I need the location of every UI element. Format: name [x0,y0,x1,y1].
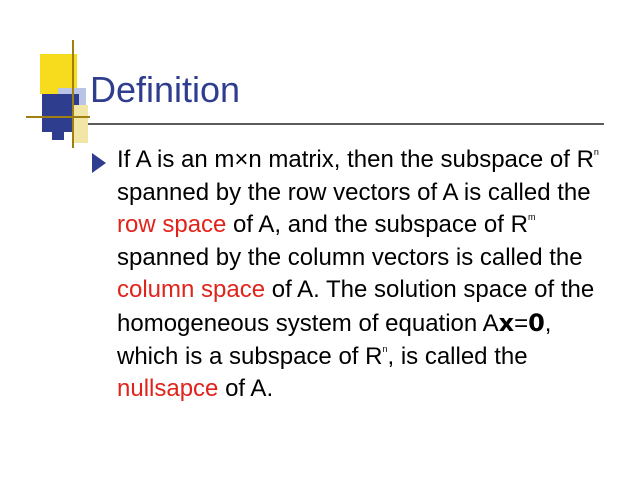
text-segment: spanned by the column vectors is called the [117,243,583,271]
definition-paragraph [117,144,617,406]
superscript-m: m [527,212,536,223]
decor-lightyellow-square [74,105,88,143]
term-column-space: column space [117,276,266,304]
term-nullspace: nullsapce [117,375,219,403]
text-segment: , is called the [387,342,528,370]
decor-navy-small-square [52,132,64,140]
decor-vertical-line [72,40,74,148]
superscript-n: n [593,147,599,157]
text-segment: of A, and the subspace of R [226,211,528,239]
term-row-space: row space [117,211,227,239]
superscript-n: n [382,343,388,354]
text-segment: spanned by the row vectors of A is called the [117,178,591,206]
bold-zero: 0 [528,308,545,337]
title-underline [88,123,604,125]
text-segment: of A. The solution space of the homogeneous system of equation A [117,276,595,337]
bullet-arrow-icon [92,153,106,173]
text-segment: of A. [218,375,274,403]
slide-title: Definition [90,69,241,110]
text-segment: If A is an m×n matrix, then the subspace of R [117,146,594,173]
decor-horizontal-line-left [26,116,90,118]
text-segment: , which is a subspace of R [117,309,552,370]
bold-x: x [498,308,515,337]
equals-sign: = [514,309,529,337]
